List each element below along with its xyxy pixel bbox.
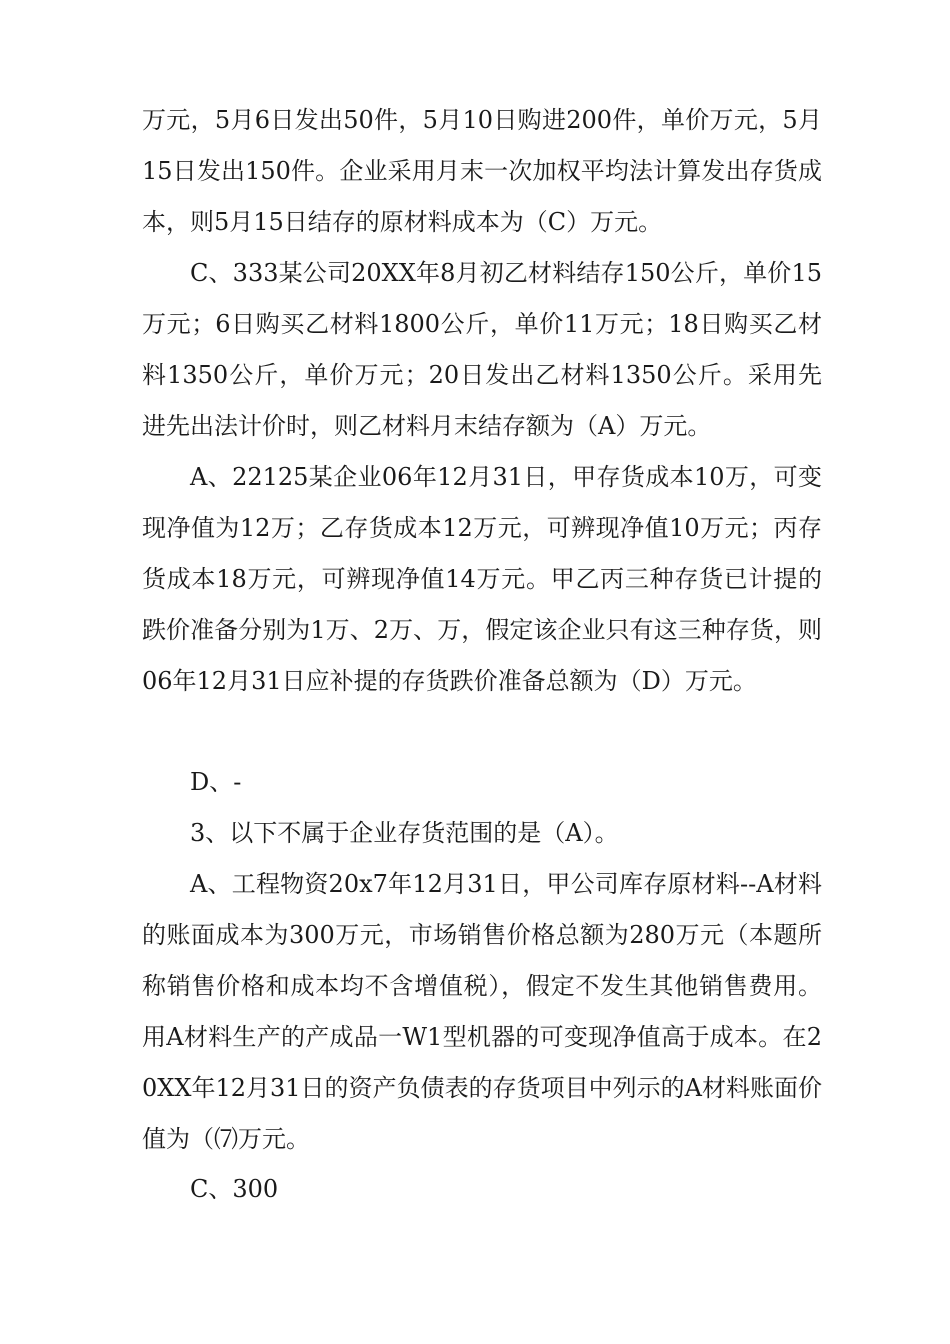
paragraph-answer-c: C、300 — [190, 1175, 279, 1203]
paragraph-question-fifo: C、333某公司20XX年8月初乙材料结存150公斤，单价15万元；6日购买乙材料1800公斤，单价11万元；18日购买乙材料1350公斤，单价万元；20日发出乙材料1350公斤。采用先进先出法计价时，则乙材料月末结存额为（A）万元。 — [142, 259, 822, 440]
paragraph-question-3: 3、以下不属于企业存货范围的是（A）。 — [190, 819, 619, 847]
paragraph-question-materials: A、工程物资20x7年12月31日，甲公司库存原材料--A材料的账面成本为300万元，市场销售价格总额为280万元（本题所称销售价格和成本均不含增值税），假定不发生其他销售费用。用A材料生产的产成品一W1型机器的可变现净值高于成本。在20XX年12月31日的资产负债表的存货项目中列示的A材料账面价值为（⑺万元。 — [142, 870, 822, 1153]
paragraph-question-impairment: A、22125某企业06年12月31日，甲存货成本10万，可变现净值为12万；乙存货成本12万元，可辨现净值10万元；丙存货成本18万元，可辨现净值14万元。甲乙丙三种存货已计提的跌价准备分别为1万、2万、万，假定该企业只有这三种存货，则06年12月31日应补提的存货跌价准备总额为（D）万元。 — [142, 463, 822, 695]
paragraph-answer-d: D、- — [190, 768, 242, 796]
paragraph-continuation: 万元，5月6日发出50件，5月10日购进200件，单价万元，5月15日发出150件。企业采用月末一次加权平均法计算发出存货成本，则5月15日结存的原材料成本为（C）万元。 — [142, 106, 822, 236]
